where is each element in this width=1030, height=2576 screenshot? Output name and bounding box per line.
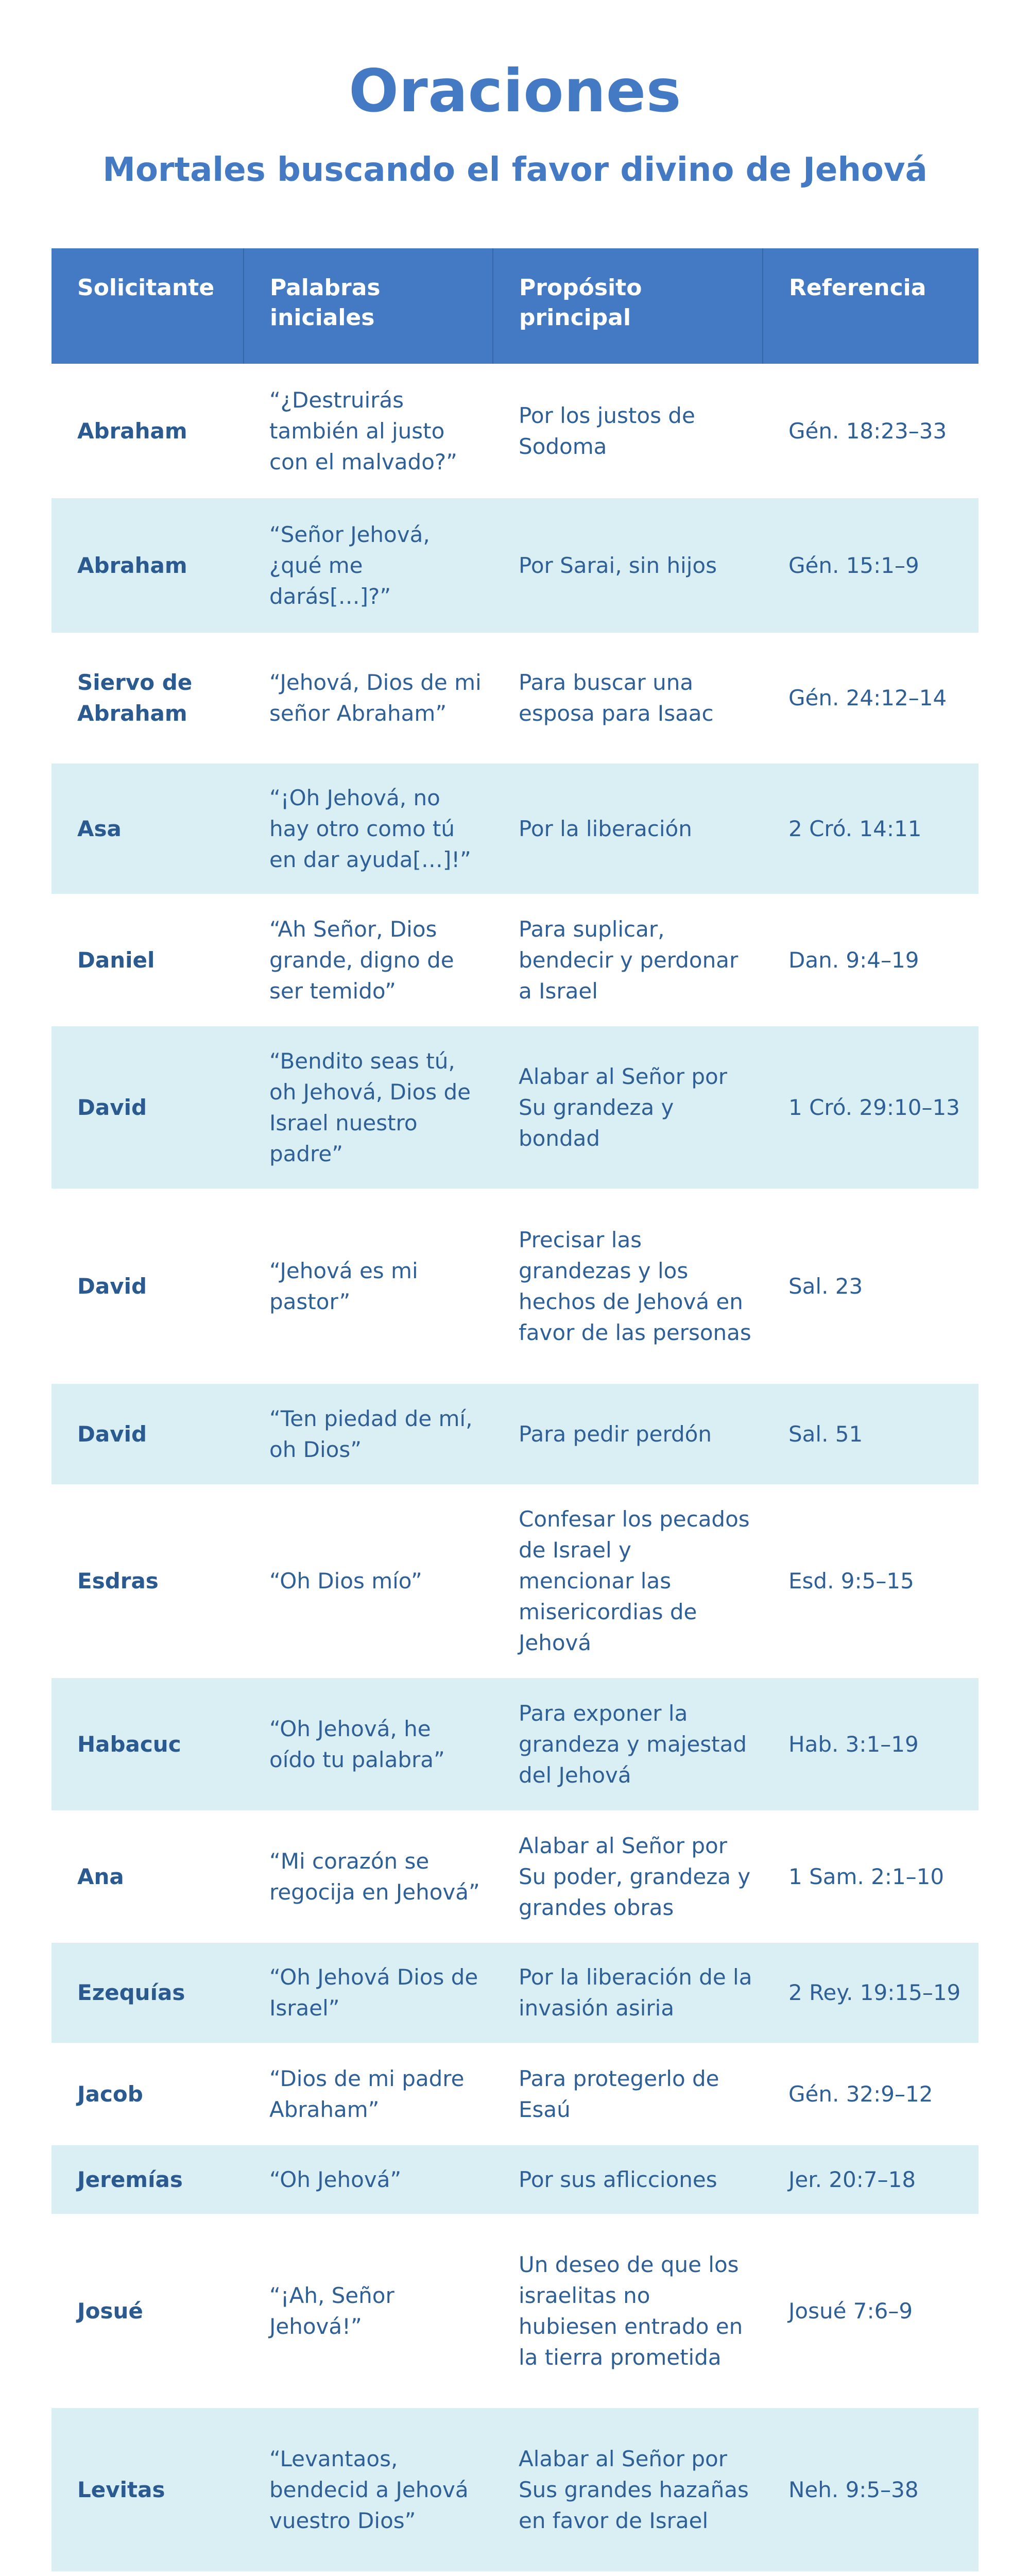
header-row — [52, 248, 978, 364]
cell-palabras: “Ah Señor, Dios grande, digno de ser temido” — [244, 894, 493, 1026]
cell-palabras: “Oh Jehová” — [244, 2145, 493, 2214]
cell-proposito: Confesar los pecados de Israel y mencionar las misericordias de Jehová — [493, 1484, 763, 1678]
table-row — [52, 1678, 978, 1810]
cell-solicitante: Jacob — [52, 2043, 244, 2145]
cell-solicitante: Levitas — [52, 2408, 244, 2571]
table-row — [52, 1943, 978, 2043]
page-subtitle: Mortales buscando el favor divino de Jehová — [102, 151, 928, 189]
cell-palabras: “Mi corazón se regocija en Jehová” — [244, 1810, 493, 1943]
cell-referencia: 2 Cró. 14:11 — [763, 764, 978, 894]
table-row — [52, 764, 978, 894]
cell-palabras: “Levantaos, bendecid a Jehová vuestro Dios” — [244, 2408, 493, 2571]
cell-palabras: “¿Destruirás también al justo con el malvado?” — [244, 364, 493, 498]
cell-referencia: Neh. 9:5–38 — [763, 2408, 978, 2571]
cell-proposito: Alabar al Señor por Su poder, grandeza y grandes obras — [493, 1810, 763, 1943]
page-title: Oraciones — [349, 57, 681, 125]
cell-referencia: Jer. 20:7–18 — [763, 2145, 978, 2214]
table-body — [52, 364, 978, 2576]
cell-proposito: Por sus aflicciones — [493, 2145, 763, 2214]
cell-referencia: Sal. 51 — [763, 1384, 978, 1484]
cell-referencia: 1 Cró. 29:10–13 — [763, 1026, 978, 1189]
table-row — [52, 1810, 978, 1943]
cell-proposito — [493, 2571, 763, 2576]
cell-referencia: 2 Rey. 19:15–19 — [763, 1943, 978, 2043]
table-row — [52, 2571, 978, 2576]
cell-solicitante: Asa — [52, 764, 244, 894]
cell-solicitante: David — [52, 1026, 244, 1189]
cell-referencia: Esd. 9:5–15 — [763, 1484, 978, 1678]
table-row — [52, 2408, 978, 2571]
cell-palabras: “Bendito seas tú, oh Jehová, Dios de Israel nuestro padre” — [244, 1026, 493, 1189]
cell-palabras: “¡Ah, Señor Jehová!” — [244, 2214, 493, 2408]
cell-proposito: Por la liberación de la invasión asiria — [493, 1943, 763, 2043]
cell-proposito: Para pedir perdón — [493, 1384, 763, 1484]
cell-referencia: Sal. 23 — [763, 1189, 978, 1384]
cell-solicitante: Habacuc — [52, 1678, 244, 1810]
cell-solicitante: David — [52, 1189, 244, 1384]
cell-palabras: “Jehová es mi pastor” — [244, 1189, 493, 1384]
cell-solicitante: Ana — [52, 1810, 244, 1943]
cell-referencia: Hab. 3:1–19 — [763, 1678, 978, 1810]
cell-solicitante: Daniel — [52, 894, 244, 1026]
cell-palabras: “Oh Jehová, he oído tu palabra” — [244, 1678, 493, 1810]
table-row — [52, 1026, 978, 1189]
table-row — [52, 1189, 978, 1384]
column-header-palabras: Palabras iniciales — [244, 248, 493, 364]
cell-referencia: Gén. 18:23–33 — [763, 364, 978, 498]
table-row — [52, 364, 978, 498]
cell-solicitante: Ezequías — [52, 1943, 244, 2043]
cell-solicitante: Josué — [52, 2214, 244, 2408]
cell-solicitante: David — [52, 1384, 244, 1484]
cell-referencia: Gén. 15:1–9 — [763, 498, 978, 633]
cell-referencia — [763, 2571, 978, 2576]
cell-referencia: Gén. 24:12–14 — [763, 633, 978, 764]
cell-palabras: “Señor Jehová, ¿qué me darás[…]?” — [244, 498, 493, 633]
cell-referencia: Gén. 32:9–12 — [763, 2043, 978, 2145]
cell-palabras: “Ten piedad de mí, oh Dios” — [244, 1384, 493, 1484]
table-row — [52, 2214, 978, 2408]
column-header-referencia: Referencia — [763, 248, 978, 364]
table-row — [52, 2145, 978, 2214]
cell-proposito: Alabar al Señor por Su grandeza y bondad — [493, 1026, 763, 1189]
table-row — [52, 1384, 978, 1484]
cell-referencia: Dan. 9:4–19 — [763, 894, 978, 1026]
column-header-solicitante: Solicitante — [52, 248, 244, 364]
table-row — [52, 1484, 978, 1678]
cell-referencia: Josué 7:6–9 — [763, 2214, 978, 2408]
cell-solicitante: Abraham — [52, 498, 244, 633]
cell-palabras: “Jehová, Dios de mi señor Abraham” — [244, 633, 493, 764]
table-row — [52, 2043, 978, 2145]
cell-proposito: Para buscar una esposa para Isaac — [493, 633, 763, 764]
table-row — [52, 633, 978, 764]
cell-solicitante: Siervo de Abraham — [52, 633, 244, 764]
column-header-proposito: Propósito principal — [493, 248, 763, 364]
cell-palabras: “Dios de mi padre Abraham” — [244, 2043, 493, 2145]
cell-palabras: “Oh Dios mío” — [244, 1484, 493, 1678]
cell-solicitante — [52, 2571, 244, 2576]
cell-proposito: Para suplicar, bendecir y perdonar a Israel — [493, 894, 763, 1026]
table-row — [52, 498, 978, 633]
cell-referencia: 1 Sam. 2:1–10 — [763, 1810, 978, 1943]
cell-solicitante: Esdras — [52, 1484, 244, 1678]
cell-proposito: Alabar al Señor por Sus grandes hazañas en favor de Israel — [493, 2408, 763, 2571]
cell-proposito: Por la liberación — [493, 764, 763, 894]
cell-solicitante: Abraham — [52, 364, 244, 498]
cell-proposito: Por Sarai, sin hijos — [493, 498, 763, 633]
cell-proposito: Precisar las grandezas y los hechos de Jehová en favor de las personas — [493, 1189, 763, 1384]
cell-palabras — [244, 2571, 493, 2576]
cell-proposito: Para exponer la grandeza y majestad del Jehová — [493, 1678, 763, 1810]
cell-palabras: “Oh Jehová Dios de Israel” — [244, 1943, 493, 2043]
table-header — [52, 248, 978, 364]
cell-proposito: Por los justos de Sodoma — [493, 364, 763, 498]
cell-proposito: Un deseo de que los israelitas no hubiesen entrado en la tierra prometida — [493, 2214, 763, 2408]
cell-palabras: “¡Oh Jehová, no hay otro como tú en dar ayuda[…]!” — [244, 764, 493, 894]
cell-proposito: Para protegerlo de Esaú — [493, 2043, 763, 2145]
cell-solicitante: Jeremías — [52, 2145, 244, 2214]
prayers-table — [52, 248, 978, 2576]
table-row — [52, 894, 978, 1026]
